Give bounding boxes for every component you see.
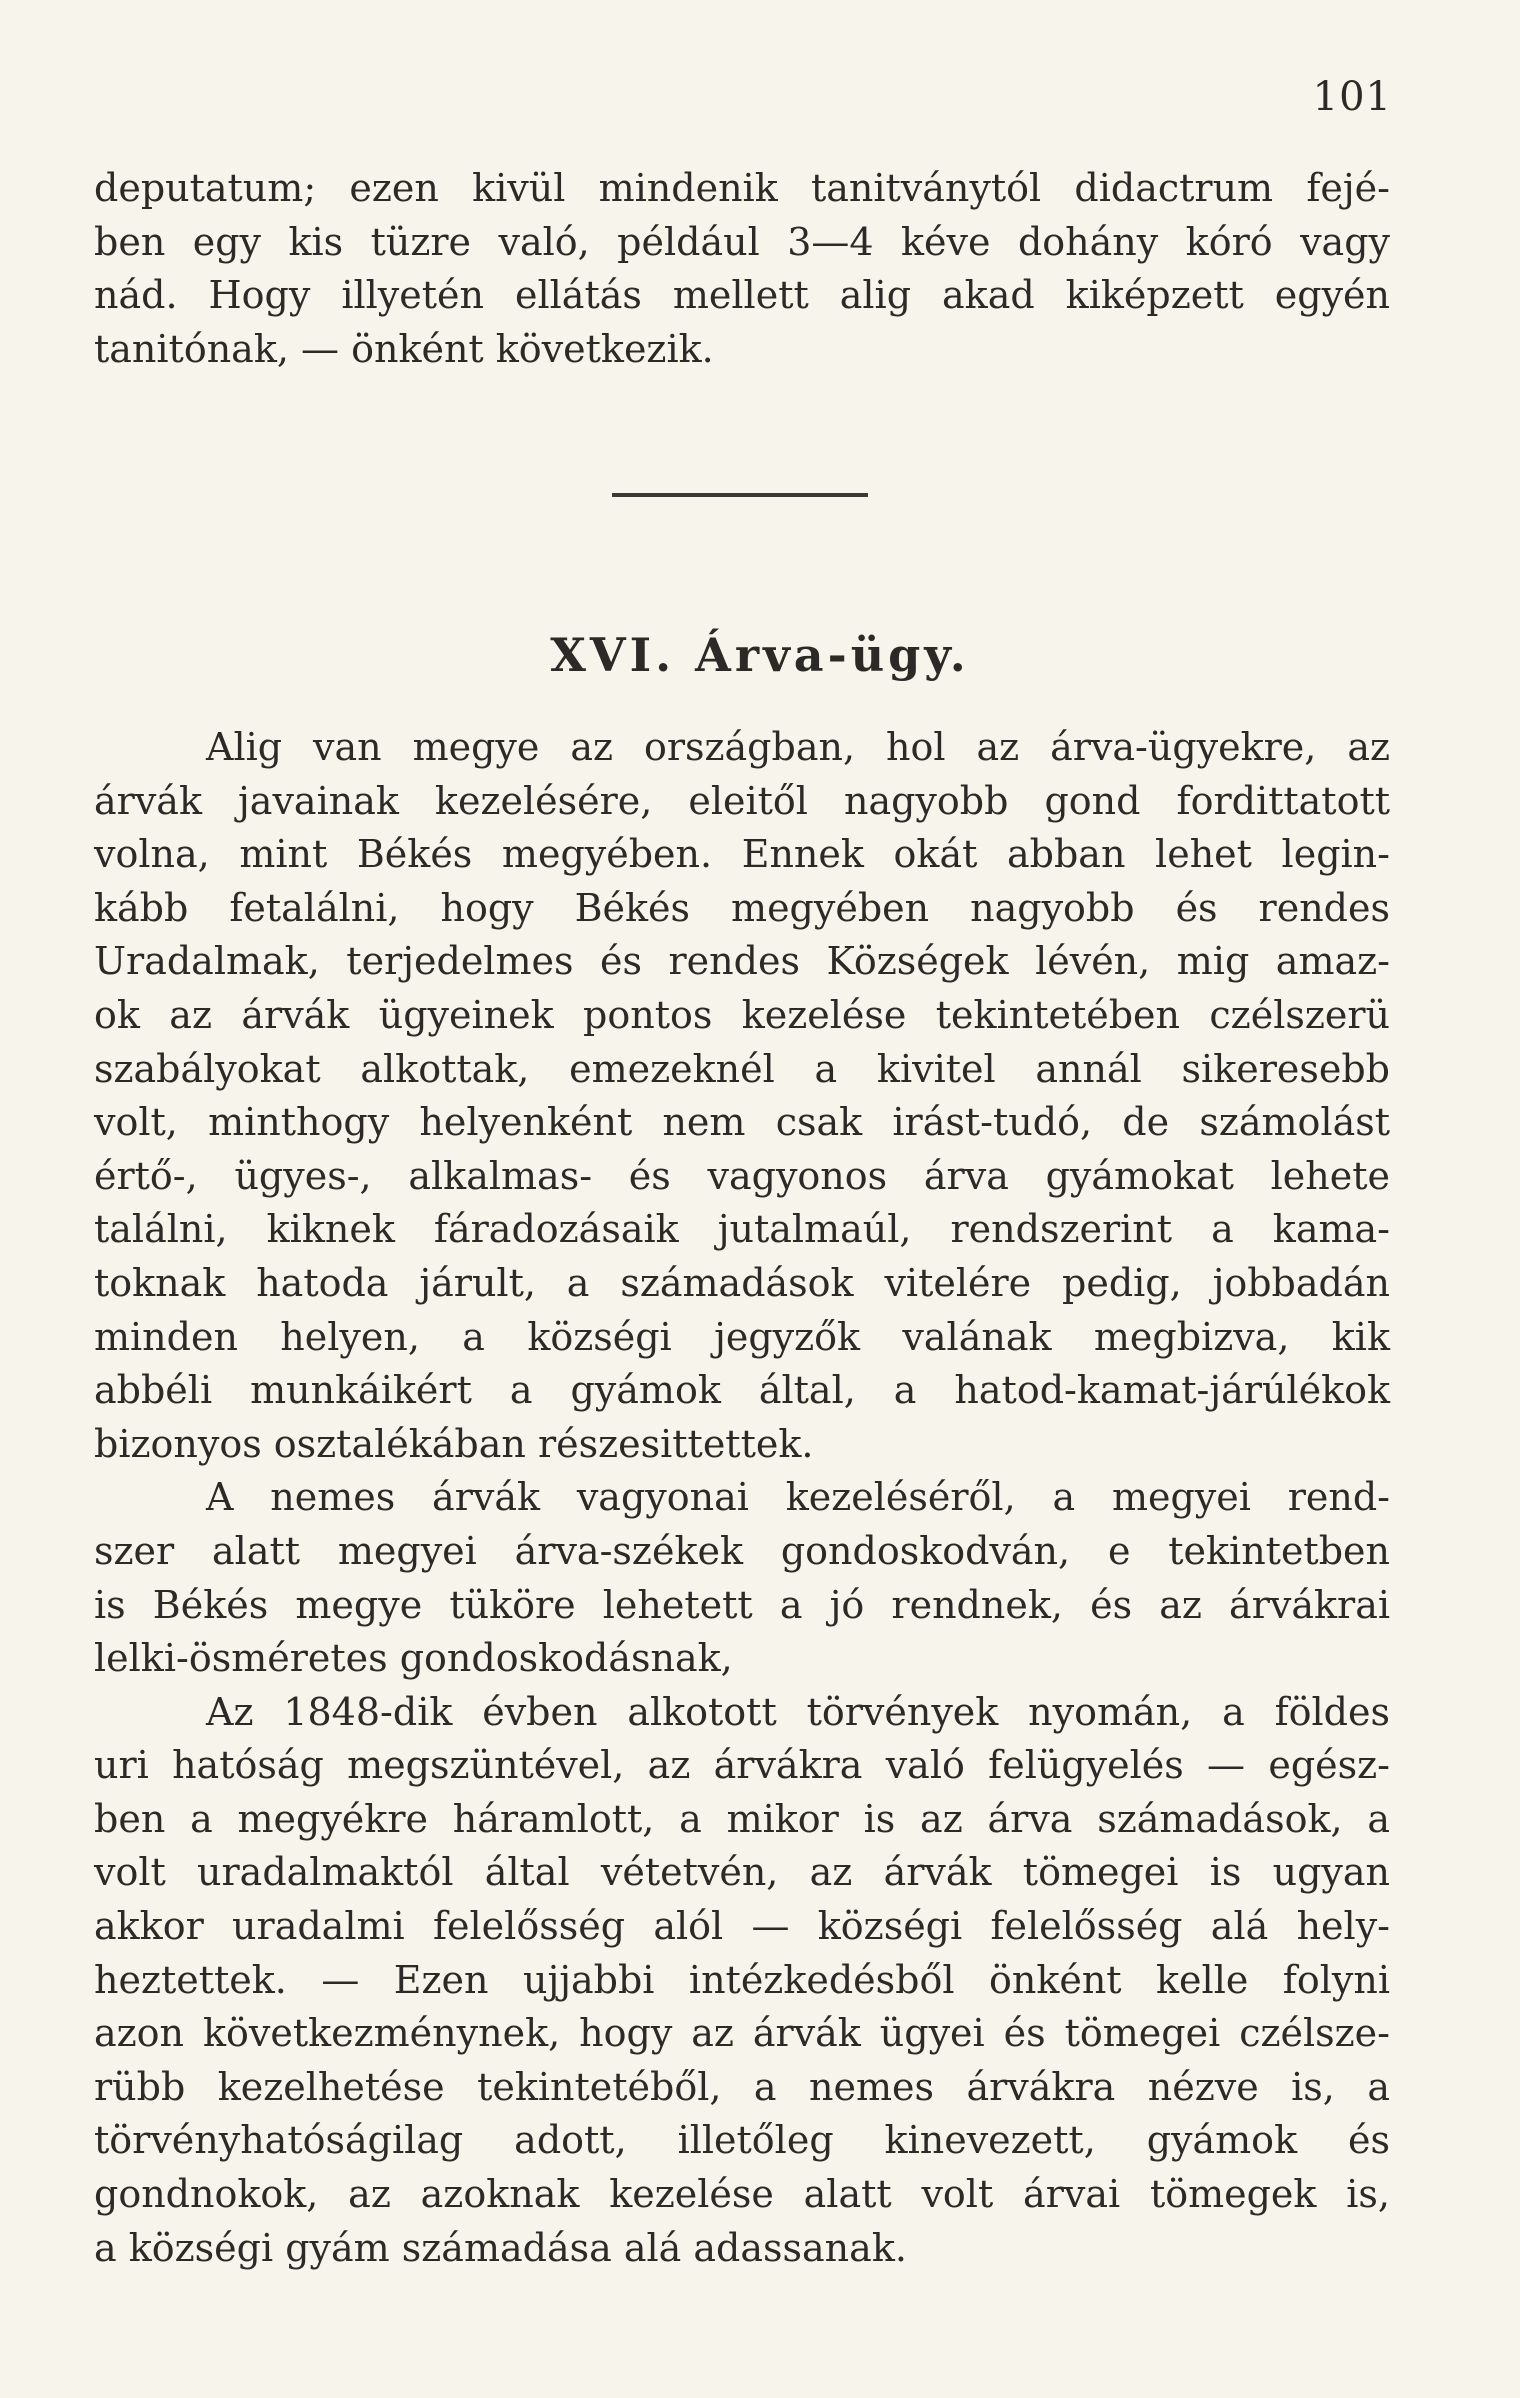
text-line: találni, kiknek fáradozásaik jutalmaúl, rendszerint a kama- xyxy=(94,1207,1390,1252)
text-line: akkor uradalmi felelősség alól — községi felelősség alá hely- xyxy=(94,1904,1390,1949)
text-line: Uradalmak, terjedelmes és rendes Községek lévén, mig amaz- xyxy=(94,939,1390,984)
section-heading: XVI. Árva-ügy. xyxy=(550,628,970,682)
text-line: Az 1848-dik évben alkotott törvények nyomán, a földes xyxy=(206,1689,1390,1734)
text-line: A nemes árvák vagyonai kezeléséről, a megyei rend- xyxy=(206,1475,1390,1520)
text-line: Alig van megye az országban, hol az árva-ügyekre, az xyxy=(206,725,1390,769)
text-line: lelki-ösméretes gondoskodásnak, xyxy=(94,1636,733,1681)
text-line: gondnokok, az azoknak kezelése alatt volt árvai tömegek is, xyxy=(94,2172,1390,2217)
text-line: ben egy kis tüzre való, például 3—4 kéve dohány kóró vagy xyxy=(94,219,1390,264)
text-line: toknak hatoda járult, a számadások vitelére pedig, jobbadán xyxy=(94,1260,1390,1305)
text-line: volna, mint Békés megyében. Ennek okát abban lehet legin- xyxy=(94,832,1390,877)
text-line: rübb kezelhetése tekintetéből, a nemes árvákra nézve is, a xyxy=(94,2064,1390,2109)
text-line: azon következménynek, hogy az árvák ügyei és tömegei czélsze- xyxy=(94,2011,1390,2056)
text-line: tanitónak, — önként következik. xyxy=(94,326,714,371)
text-line: ben a megyékre háramlott, a mikor is az árva számadások, a xyxy=(94,1796,1390,1841)
text-line: abbéli munkáikért a gyámok által, a hatod-kamat-járúlékok xyxy=(94,1368,1390,1413)
text-line: heztettek. — Ezen ujjabbi intézkedésből önként kelle folyni xyxy=(94,1957,1390,2002)
text-line: minden helyen, a községi jegyzők valának megbizva, kik xyxy=(94,1314,1390,1359)
text-line: szer alatt megyei árva-székek gondoskodván, e tekintetben xyxy=(94,1528,1390,1573)
text-line: a községi gyám számadása alá adassanak. xyxy=(94,2225,907,2270)
section-divider-rule xyxy=(612,493,868,497)
text-line: értő-, ügyes-, alkalmas- és vagyonos árva gyámokat lehete xyxy=(94,1153,1390,1198)
text-line: törvényhatóságilag adott, illetőleg kinevezett, gyámok és xyxy=(94,2118,1390,2163)
text-line: nád. Hogy illyetén ellátás mellett alig akad kiképzett egyén xyxy=(94,273,1390,318)
section-body xyxy=(94,721,1390,2275)
text-line: volt uradalmaktól által vétetvén, az árvák tömegei is ugyan xyxy=(94,1850,1390,1895)
text-line: árvák javainak kezelésére, eleitől nagyobb gond fordittatott xyxy=(94,778,1390,823)
intro-paragraph xyxy=(94,162,1390,376)
text-line: uri hatóság megszüntével, az árvákra való felügyelés — egész- xyxy=(94,1743,1390,1788)
text-line: kább fetalálni, hogy Békés megyében nagyobb és rendes xyxy=(94,885,1390,930)
text-line: deputatum; ezen kivül mindenik tanitványtól didactrum fejé- xyxy=(94,166,1390,210)
text-line: bizonyos osztalékában részesittettek. xyxy=(94,1421,814,1466)
text-line: volt, minthogy helyenként nem csak irást-tudó, de számolást xyxy=(94,1100,1390,1145)
text-line: is Békés megye tüköre lehetett a jó rendnek, és az árvákrai xyxy=(94,1582,1390,1627)
text-line: ok az árvák ügyeinek pontos kezelése tekintetében czélszerü xyxy=(94,992,1390,1037)
text-line: szabályokat alkottak, emezeknél a kivitel annál sikeresebb xyxy=(94,1046,1390,1091)
page-number: 101 xyxy=(1312,74,1392,120)
